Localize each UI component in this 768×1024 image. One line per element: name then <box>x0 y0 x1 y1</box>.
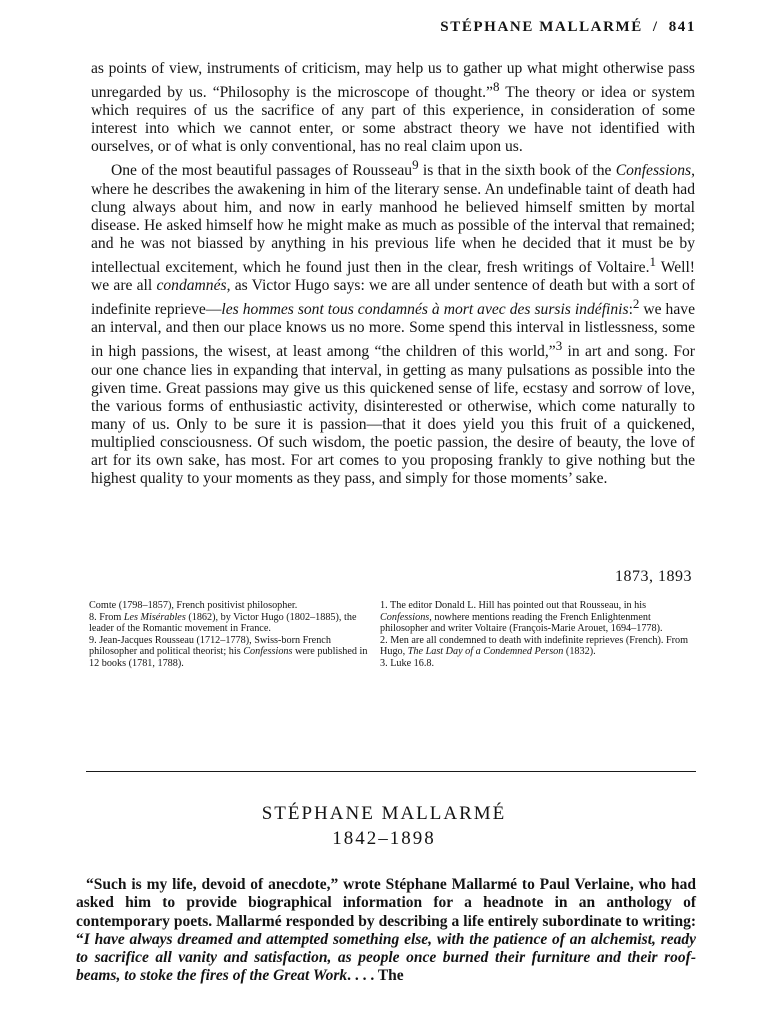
essay-dateline: 1873, 1893 <box>615 568 692 585</box>
footnote-1 <box>380 600 695 635</box>
paragraph-1 <box>91 60 695 156</box>
footnotes <box>89 600 695 715</box>
text-run: , nowhere mentions reading the French Enlightenment philosopher and writer Voltaire (François-Marie Arouet, 1694–1778). <box>380 611 663 635</box>
author-heading: STÉPHANE MALLARMÉ <box>261 803 507 824</box>
footnote-9 <box>89 635 371 670</box>
paragraph-2 <box>91 156 695 488</box>
text-run: we have an interval, and then our place knows us no more. Some spend this interval in listlessness, some in high passions, the wisest, at least among “the children of this world,” <box>91 301 695 361</box>
text-run: (1862), by Victor Hugo (1802–1885), the leader of the Romantic movement in France. <box>89 611 357 635</box>
footnote-ref-2: 2 <box>632 296 640 312</box>
italic-title: The Last Day of a Condemned Person <box>407 646 564 658</box>
footnote-ref-3: 3 <box>555 338 563 354</box>
running-head <box>440 19 696 36</box>
footnote-3: 3. Luke 16.8. <box>380 657 435 669</box>
footnote-8 <box>89 612 371 635</box>
text-run: “Such is my life, devoid of anecdote,” wrote Stéphane Mallarmé to Paul Verlaine, who had asked him to provide biographical information for a headnote in an anthology of contemporary poets. Mallarmé responded by describing a life entirely subordinate to writing: “ <box>76 876 696 948</box>
italic-quote: I have always dreamed and attempted something else, with the patience of an alchemist, ready to sacrifice all vanity and satisfaction, as people once burned their furniture and their roof-beams, to stoke the fires of the Great Work <box>76 930 696 985</box>
footnote-ref-8: 8 <box>492 79 500 95</box>
text-run: is that in the sixth book of the <box>418 162 616 180</box>
header-separator: / <box>652 19 659 35</box>
author-headnote <box>76 876 696 986</box>
footnote-ref-1: 1 <box>649 253 656 269</box>
footnote-ref-9: 9 <box>412 157 419 173</box>
page-number: 841 <box>668 19 696 35</box>
text-run: in art and song. For our one chance lies in expanding that interval, in getting as many pulsations as possible into the given time. Great passions may give us this quickened sense of life, ecstasy and sorrow of love, the various forms of enthusiastic activity, disinterested or otherwise, which come naturally to many of us. Only to be sure it is passion—that it does yield you this fruit of a quickened, multiplied consciousness. Of such wisdom, the poetic passion, the desire of beauty, the love of art for its own sake, has most. For art comes to you proposing frankly to give nothing but the highest quality to your moments as they pass, and simply for those moments’ sake. <box>91 343 696 487</box>
text-run: 9. Jean-Jacques Rousseau (1712–1778), Swiss-born French philosopher and political theorist; his <box>89 634 331 658</box>
text-run: (1832). <box>563 646 596 658</box>
headnote-paragraph <box>76 876 696 986</box>
text-run: 2. Men are all condemned to death with indefinite reprieves (French). From Hugo, <box>380 634 689 658</box>
text-run: The theory or idea or system which requires of us the sacrifice of any part of this experience, in consideration of some interest into which we cannot enter, or some abstract theory we have not identified with ourselves, or of what is only conventional, has no real claim upon us. <box>91 84 695 156</box>
text-run: were published in 12 books (1781, 1788). <box>89 646 368 669</box>
footnote-2 <box>380 635 695 658</box>
author-dates: 1842–1898 <box>332 828 436 849</box>
text-run: Well! we are all <box>91 259 695 295</box>
footnotes-right-column <box>380 600 695 670</box>
text-run: One of the most beautiful passages of Rousseau <box>111 162 413 180</box>
running-title: STÉPHANE MALLARMÉ <box>440 19 643 35</box>
italic-title: Les Misérables <box>123 611 186 623</box>
text-run: as points of view, instruments of criticism, may help us to gather up what might otherwise pass unregarded by us. “Philosophy is the microscope of thought.” <box>91 60 695 102</box>
footnote-continued: Comte (1798–1857), French positivist philosopher. <box>89 600 298 611</box>
italic-word: condamnés <box>156 277 227 295</box>
italic-title: Confessions <box>615 162 692 180</box>
italic-title: Confessions <box>243 646 293 658</box>
text-run: , as Victor Hugo says: we are all under sentence of death but with a sort of indefinite reprieve— <box>91 277 696 319</box>
text-run: . . . . The <box>347 967 404 985</box>
text-run: 1. The editor Donald L. Hill has pointed out that Rousseau, in his <box>380 600 647 611</box>
text-run: , where he describes the awakening in him of the literary sense. An undefinable taint of death had clung always about him, and now in early manhood he believed himself smitten by mortal disease. He asked himself how he might make as much as possible of the interval that remained; and he was not biassed by anything in his previous life when he decided that it must be by intellectual excitement, which he found just then in the clear, fresh writings of Voltaire. <box>91 162 696 277</box>
text-run: : <box>628 301 633 319</box>
essay-body <box>91 60 695 488</box>
italic-quote: les hommes sont tous condamnés à mort avec des sursis indéfinis <box>221 301 629 319</box>
footnotes-left-column <box>89 600 371 670</box>
section-divider <box>86 771 696 772</box>
text-run: 8. From <box>89 611 124 623</box>
italic-title: Confessions <box>380 611 430 623</box>
